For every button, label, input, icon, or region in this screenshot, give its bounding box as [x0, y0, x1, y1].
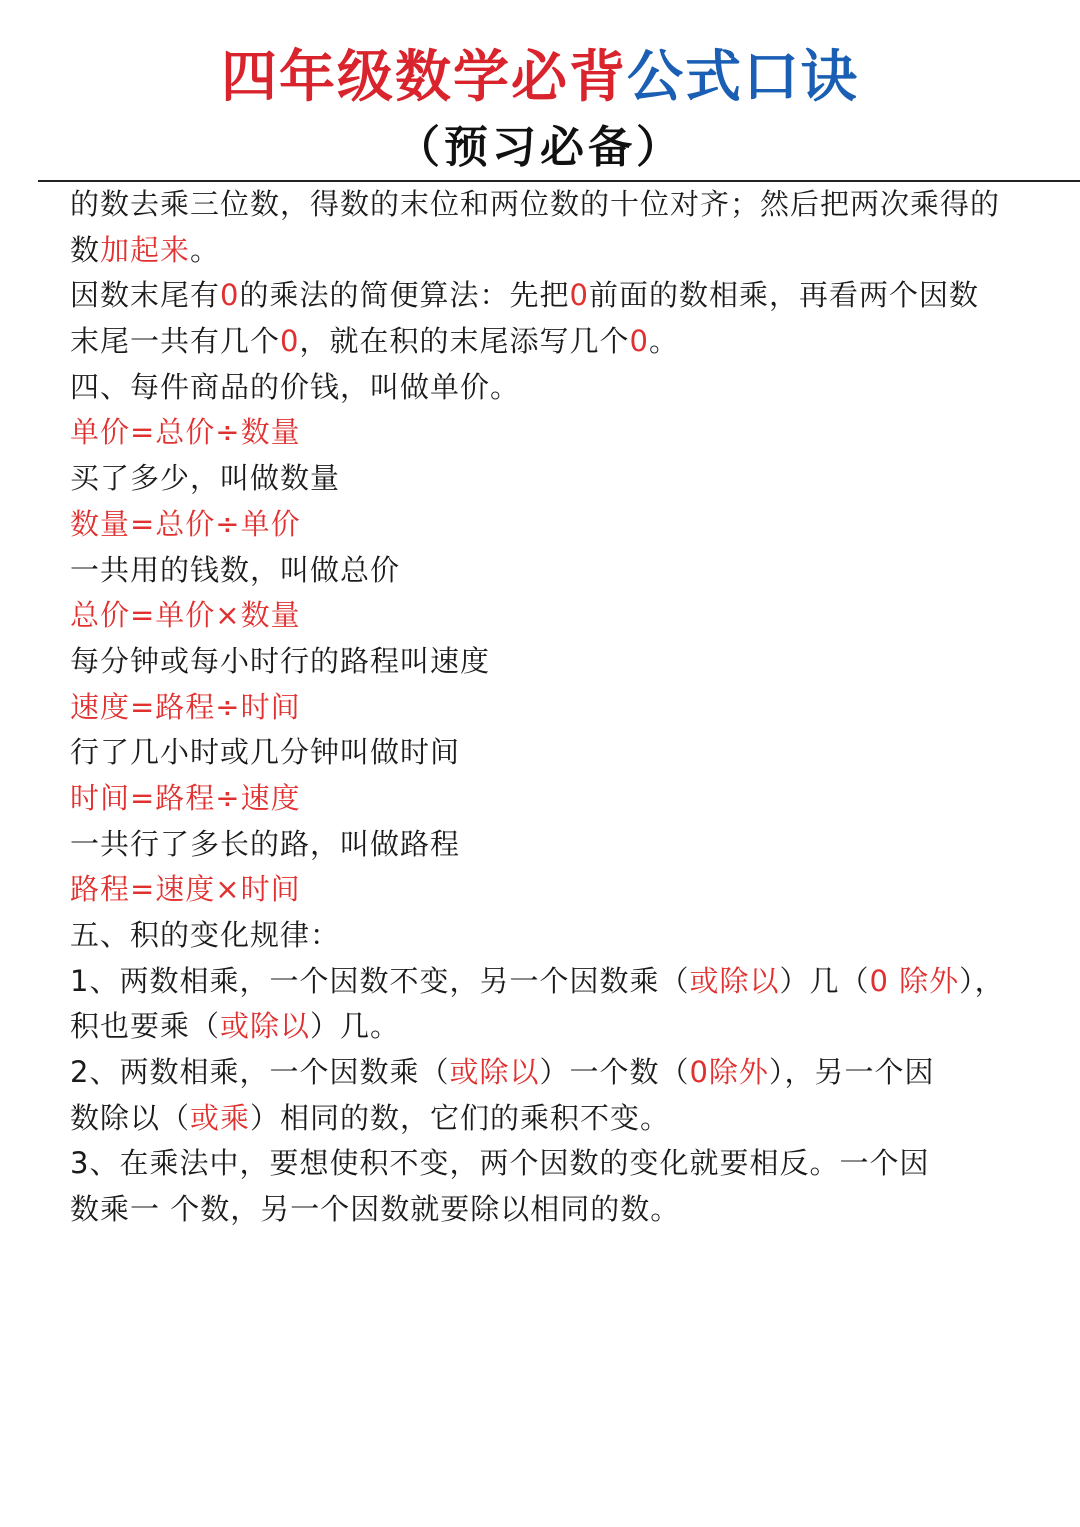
body-text: ）几。: [310, 1009, 401, 1044]
body-text: 2、两数相乘，一个因数乘（: [70, 1055, 450, 1090]
text-line: [70, 1096, 1030, 1142]
text-line: [70, 228, 1030, 274]
highlight-text: 或乘: [190, 1100, 251, 1135]
body-text: 一共用的钱数，叫做总价: [70, 552, 401, 587]
body-text: 一共行了多长的路，叫做路程: [70, 826, 461, 861]
body-text: ）一个数（: [539, 1055, 690, 1090]
body-text: 数除以（: [70, 1100, 191, 1135]
body-text: ），: [959, 963, 1005, 998]
highlight-text: 0: [220, 278, 240, 313]
body-text: 积也要乘（: [70, 1009, 221, 1044]
body-text: 。: [648, 324, 679, 359]
document-body: [70, 182, 1030, 1233]
text-line: [70, 319, 1030, 365]
highlight-text: 0: [280, 324, 300, 359]
highlight-text: 数量=总价÷单价: [70, 506, 301, 541]
body-text: ）相同的数，它们的乘积不变。: [250, 1100, 671, 1135]
highlight-text: 0 除外: [869, 963, 960, 998]
body-text: 行了几小时或几分钟叫做时间: [70, 735, 461, 770]
body-text: 3、在乘法中，要想使积不变，两个因数的变化就要相反。一个因: [70, 1146, 930, 1181]
text-line: [70, 730, 1030, 776]
text-line: [70, 867, 1030, 913]
text-line: [70, 548, 1030, 594]
text-line: [70, 410, 1030, 456]
body-text: ）几（: [779, 963, 870, 998]
highlight-text: 或除以: [220, 1009, 311, 1044]
text-line: [70, 959, 1030, 1005]
text-line: [70, 685, 1030, 731]
highlight-text: 或除以: [689, 963, 780, 998]
highlight-text: 速度=路程÷时间: [70, 689, 301, 724]
text-line: [70, 182, 1030, 228]
text-line: [70, 913, 1030, 959]
body-text: 五、积的变化规律：: [70, 918, 341, 952]
highlight-text: 单价=总价÷数量: [70, 415, 301, 450]
title-red-part: 四年级数学必背: [221, 45, 627, 110]
body-text: 的乘法的简便算法：先把: [239, 278, 570, 313]
text-line: [70, 593, 1030, 639]
body-text: 的数去乘三位数，得数的末位和两位数的十位对齐；然后把两次乘得的: [70, 187, 1001, 221]
title-blue-part: 公式口诀: [627, 45, 859, 110]
body-text: 末尾一共有几个: [70, 324, 281, 359]
body-text: 买了多少，叫做数量: [70, 461, 341, 496]
text-line: [70, 273, 1030, 319]
body-text: 数乘一 个数，另一个因数就要除以相同的数。: [70, 1192, 681, 1227]
body-text: 数: [70, 232, 101, 267]
body-text: 四、每件商品的价钱，叫做单价。: [70, 369, 521, 404]
body-text: 因数末尾有: [70, 278, 221, 313]
document-subtitle: （预习必备）: [396, 122, 684, 173]
body-text: 。: [190, 232, 221, 267]
text-line: [70, 1050, 1030, 1096]
text-line: [70, 1187, 1030, 1233]
highlight-text: 0: [629, 324, 649, 359]
highlight-text: 0: [569, 278, 589, 313]
text-line: [70, 365, 1030, 411]
text-line: [70, 639, 1030, 685]
text-line: [70, 1004, 1030, 1050]
body-text: 1、两数相乘，一个因数不变，另一个因数乘（: [70, 963, 690, 998]
document-title: [0, 42, 1080, 114]
body-text: 每分钟或每小时行的路程叫速度: [70, 643, 491, 678]
text-line: [70, 1141, 1030, 1187]
highlight-text: 时间=路程÷速度: [70, 780, 301, 815]
text-line: [70, 822, 1030, 868]
highlight-text: 0除外: [689, 1055, 769, 1090]
highlight-text: 总价=单价×数量: [70, 598, 301, 633]
text-line: [70, 456, 1030, 502]
highlight-text: 路程=速度×时间: [70, 872, 301, 907]
body-text: ），另一个因: [768, 1055, 935, 1090]
highlight-text: 或除以: [449, 1055, 540, 1090]
highlight-text: 加起来: [100, 232, 191, 267]
text-line: [70, 776, 1030, 822]
text-line: [70, 502, 1030, 548]
body-text: ，就在积的末尾添写几个: [299, 324, 630, 359]
body-text: 前面的数相乘，再看两个因数: [588, 278, 979, 313]
